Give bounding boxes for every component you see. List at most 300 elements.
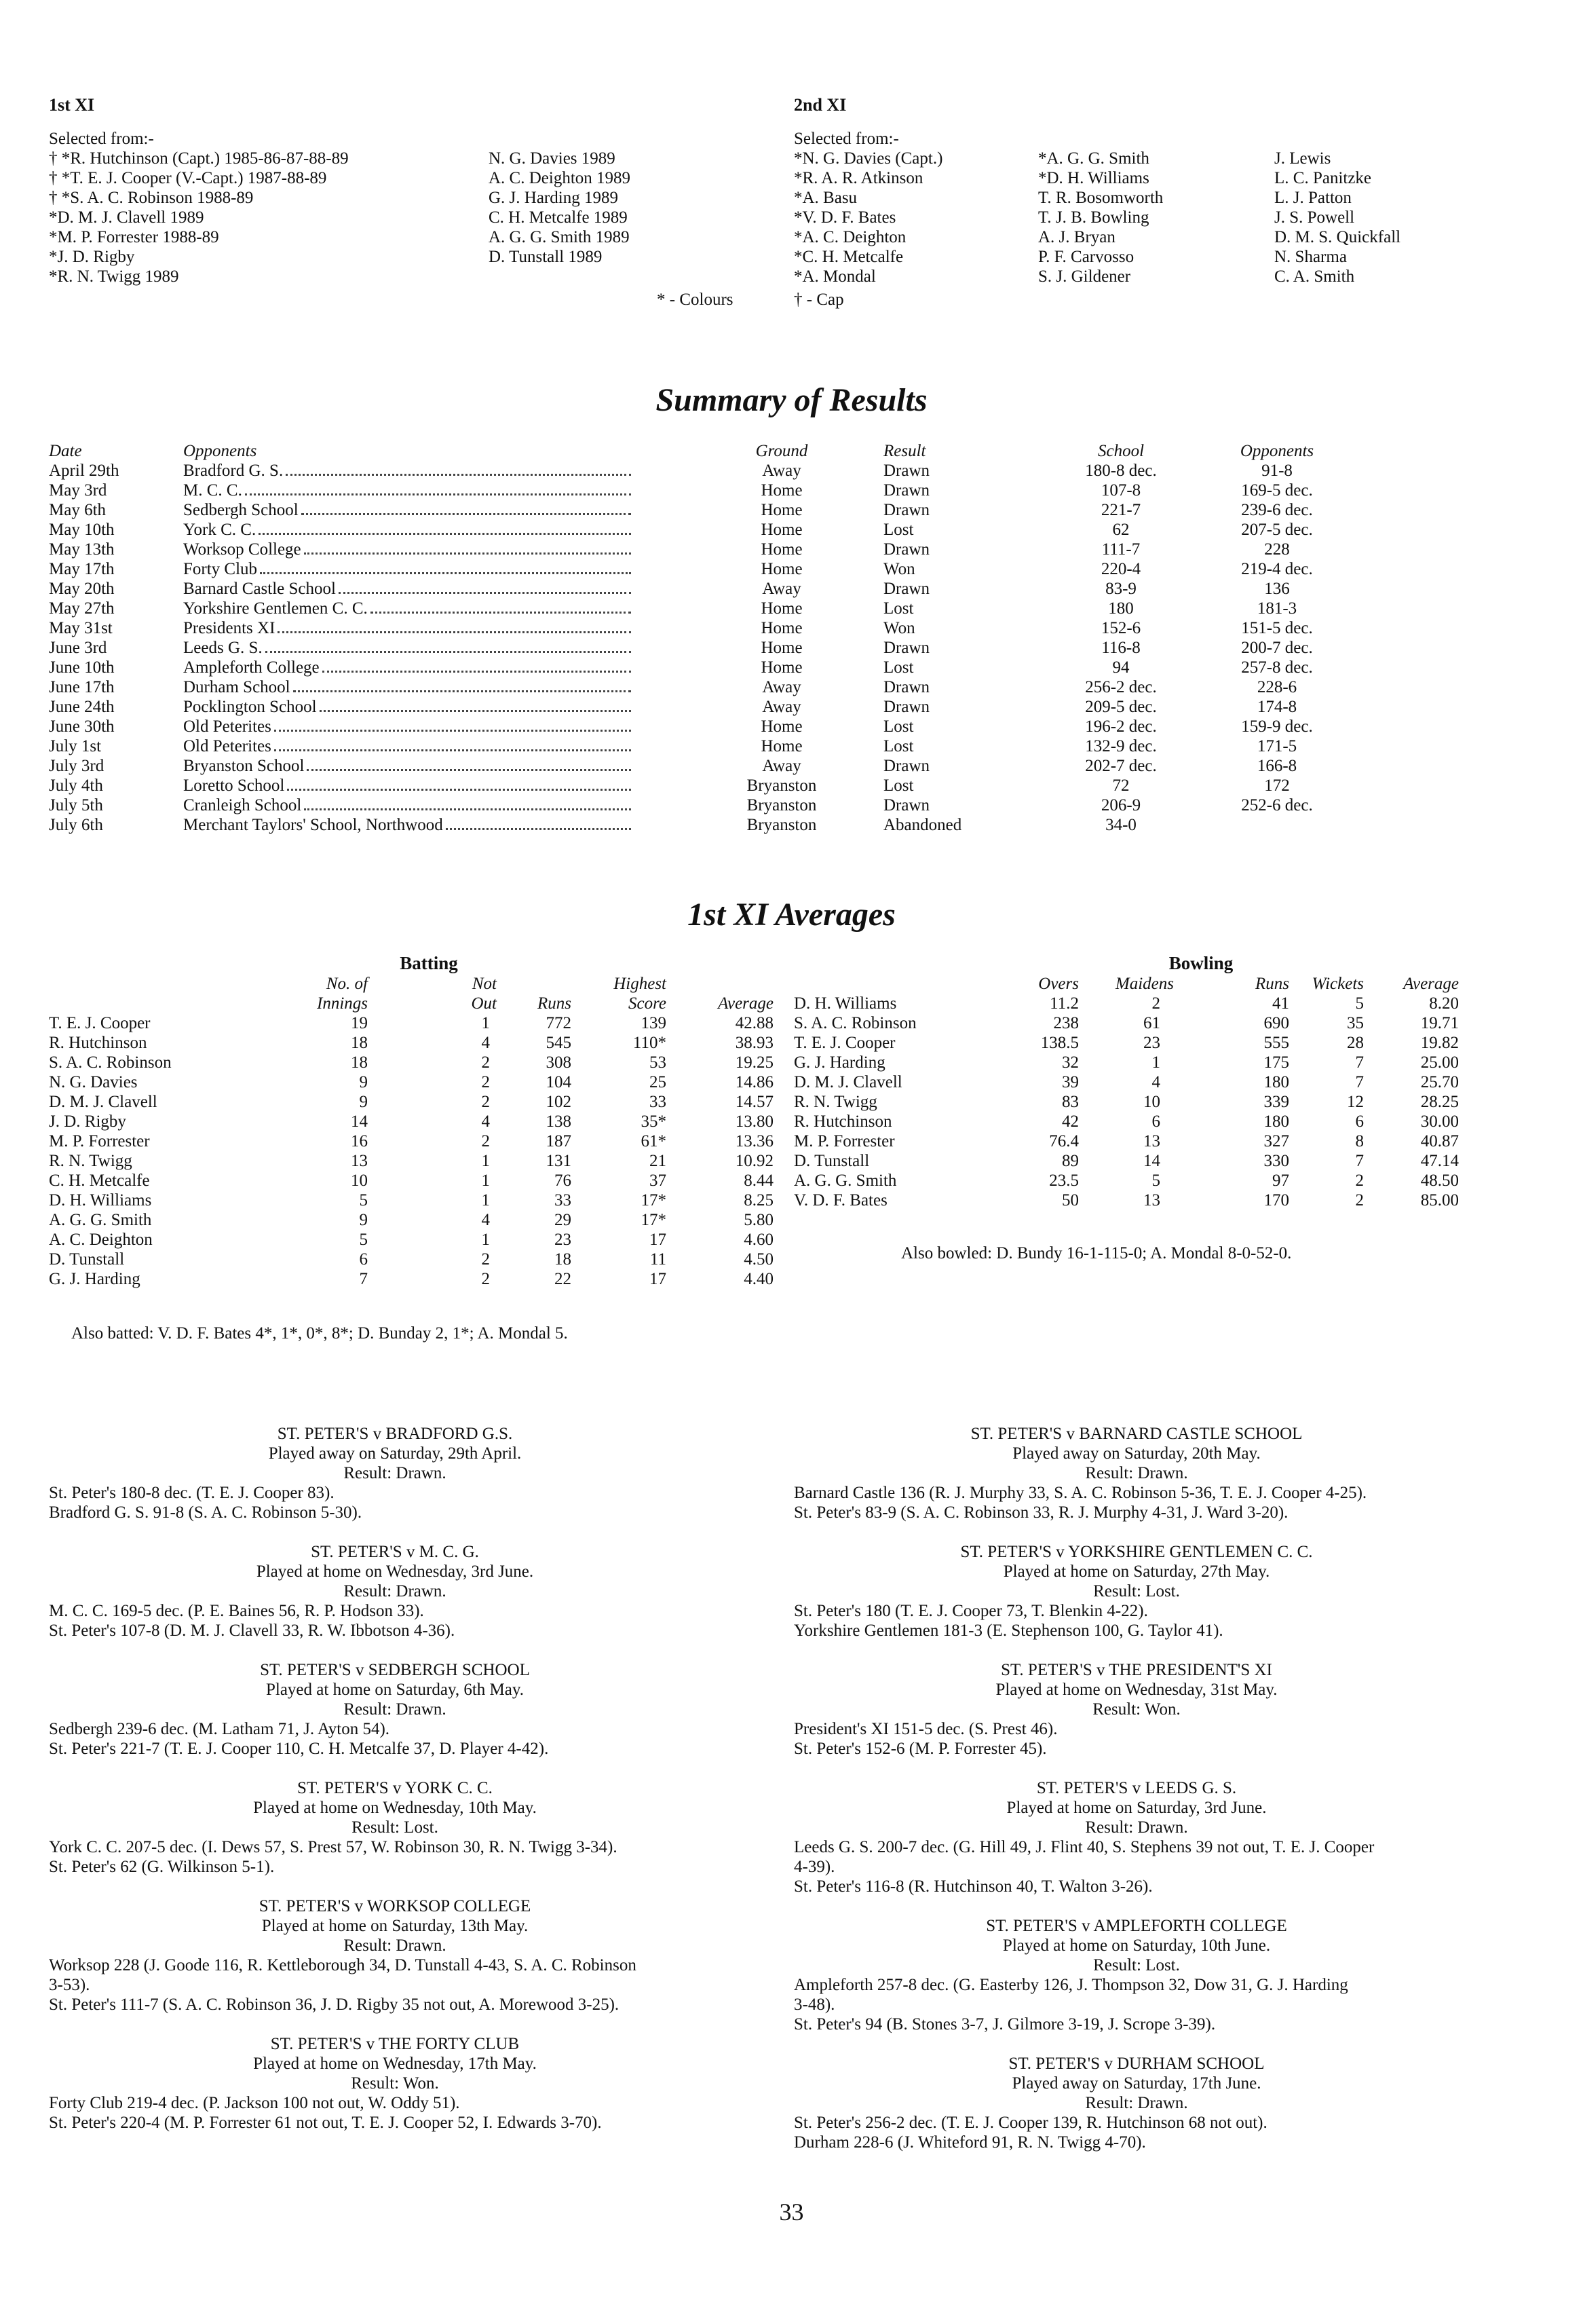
summary-opponent: Presidents XI xyxy=(183,619,275,637)
bowling-table xyxy=(794,954,1459,1210)
match-score-line: Bradford G. S. 91-8 (S. A. C. Robinson 5-30). xyxy=(49,1503,362,1522)
match-score-line: Worksop 228 (J. Goode 116, R. Kettleborough 34, D. Tunstall 4-43, S. A. C. Robinson xyxy=(49,1956,636,1974)
summary-school-score: 152-6 xyxy=(1101,619,1141,637)
selection-name: G. J. Harding 1989 xyxy=(489,189,618,207)
dot-leader xyxy=(307,756,631,771)
bowling-average: 47.14 xyxy=(1420,1152,1459,1170)
batting-runs: 22 xyxy=(554,1270,571,1288)
selection-name: C. A. Smith xyxy=(1274,267,1355,286)
match-score-line: St. Peter's 256-2 dec. (T. E. J. Cooper 139, R. Hutchinson 68 not out). xyxy=(794,2114,1267,2132)
bowling-overs: 32 xyxy=(1062,1053,1079,1072)
summary-ground: Away xyxy=(762,757,801,775)
summary-date: May 20th xyxy=(49,580,115,598)
bowling-name: A. G. G. Smith xyxy=(794,1172,897,1190)
batting-name: S. A. C. Robinson xyxy=(49,1053,172,1072)
bowling-runs: 339 xyxy=(1263,1093,1289,1111)
bowling-runs: 180 xyxy=(1263,1112,1289,1131)
match-score-line: St. Peter's 111-7 (S. A. C. Robinson 36, J. D. Rigby 35 not out, A. Morewood 3-25). xyxy=(49,1995,619,2014)
match-score-line: Leeds G. S. 200-7 dec. (G. Hill 49, J. Flint 40, S. Stephens 39 not out, T. E. J. Cooper xyxy=(794,1838,1375,1856)
bowling-overs: 11.2 xyxy=(1050,994,1079,1013)
summary-school-score: 132-9 dec. xyxy=(1085,737,1157,755)
summary-result: Lost xyxy=(883,776,914,795)
summary-date: May 31st xyxy=(49,619,113,637)
summary-opponent-score: 151-5 dec. xyxy=(1241,619,1313,637)
batting-not-out: 2 xyxy=(481,1250,490,1269)
dot-leader xyxy=(245,481,631,495)
bowling-overs: 238 xyxy=(1053,1014,1079,1032)
batting-name: D. H. Williams xyxy=(49,1191,152,1210)
batting-name: A. C. Deighton xyxy=(49,1231,153,1249)
summary-school-score: 34-0 xyxy=(1105,816,1137,834)
second-xi-heading: 2nd XI xyxy=(794,95,847,115)
summary-header-ground: Ground xyxy=(755,442,808,460)
summary-opponent: Worksop College xyxy=(183,540,301,559)
summary-ground: Home xyxy=(761,501,803,519)
batting-highest: 17* xyxy=(641,1211,666,1229)
selection-name: S. J. Gildener xyxy=(1038,267,1131,286)
summary-date: July 3rd xyxy=(49,757,104,775)
selection-name: T. R. Bosomworth xyxy=(1038,189,1164,207)
bowling-maidens: 4 xyxy=(1151,1073,1160,1091)
summary-row xyxy=(49,677,1447,697)
selection-name: † *T. E. J. Cooper (V.-Capt.) 1987-88-89 xyxy=(49,169,327,187)
match-score-line: Yorkshire Gentlemen 181-3 (E. Stephenson 100, G. Taylor 41). xyxy=(794,1622,1223,1640)
summary-opponent-score: 171-5 xyxy=(1257,737,1297,755)
match-played: Played at home on Wednesday, 10th May. xyxy=(253,1799,537,1817)
summary-ground: Away xyxy=(762,698,801,716)
batting-name: C. H. Metcalfe xyxy=(49,1172,150,1190)
summary-result: Lost xyxy=(883,599,914,618)
summary-opponent: Old Peterites xyxy=(183,717,271,736)
match-title: ST. PETER'S v AMPLEFORTH COLLEGE xyxy=(986,1917,1287,1935)
summary-result: Drawn xyxy=(883,462,930,480)
bowling-average: 28.25 xyxy=(1420,1093,1459,1111)
bowling-average: 40.87 xyxy=(1420,1132,1459,1150)
summary-row xyxy=(49,520,1447,540)
summary-opponent-score: 228 xyxy=(1264,540,1290,559)
match-played: Played away on Saturday, 17th June. xyxy=(1012,2074,1261,2093)
batting-average: 10.92 xyxy=(735,1152,774,1170)
summary-title: Summary of Results xyxy=(655,382,928,418)
first-xi-col2 xyxy=(489,149,630,267)
summary-result: Won xyxy=(883,619,915,637)
bowling-wickets: 7 xyxy=(1355,1053,1364,1072)
summary-opponent-score: 239-6 dec. xyxy=(1241,501,1313,519)
batting-average: 14.86 xyxy=(735,1073,774,1091)
batting-innings: 5 xyxy=(359,1191,368,1210)
batting-also: Also batted: V. D. F. Bates 4*, 1*, 0*, 8*; D. Bunday 2, 1*; A. Mondal 5. xyxy=(71,1324,568,1343)
match-report xyxy=(794,1424,1479,1522)
summary-ground: Home xyxy=(761,521,803,539)
batting-average: 42.88 xyxy=(735,1014,774,1032)
batting-runs: 76 xyxy=(554,1172,571,1190)
batting-runs: 23 xyxy=(554,1231,571,1249)
match-result: Result: Drawn. xyxy=(1085,2094,1188,2112)
selection-name: *V. D. F. Bates xyxy=(794,208,896,227)
bowling-name: D. H. Williams xyxy=(794,994,897,1013)
summary-opponent: Sedbergh School xyxy=(183,501,299,519)
summary-opponent-cell xyxy=(183,697,631,717)
dot-leader xyxy=(286,461,631,476)
batting-runs: 33 xyxy=(554,1191,571,1210)
selection-name: *M. P. Forrester 1988-89 xyxy=(49,228,219,246)
match-report xyxy=(794,2054,1479,2152)
match-score-line: President's XI 151-5 dec. (S. Prest 46). xyxy=(794,1720,1058,1738)
summary-ground: Away xyxy=(762,462,801,480)
dot-leader xyxy=(287,776,631,791)
batting-innings: 18 xyxy=(351,1034,368,1052)
selection-name: J. Lewis xyxy=(1274,149,1331,168)
summary-result: Drawn xyxy=(883,796,930,814)
selection-name: *R. N. Twigg 1989 xyxy=(49,267,179,286)
batting-row xyxy=(49,1112,774,1131)
dot-leader xyxy=(322,658,631,673)
summary-ground: Home xyxy=(761,599,803,618)
summary-opponent-cell xyxy=(183,638,631,658)
bowling-header-overs: Overs xyxy=(1038,975,1079,993)
dot-leader xyxy=(259,520,631,535)
summary-date: July 6th xyxy=(49,816,103,834)
summary-school-score: 206-9 xyxy=(1101,796,1141,814)
bowling-maidens: 14 xyxy=(1143,1152,1160,1170)
bowling-overs: 76.4 xyxy=(1049,1132,1079,1150)
batting-header-average: Average xyxy=(718,994,774,1013)
bowling-name: M. P. Forrester xyxy=(794,1132,895,1150)
bowling-row xyxy=(794,1151,1459,1171)
summary-date: June 24th xyxy=(49,698,115,716)
bowling-overs: 23.5 xyxy=(1049,1172,1079,1190)
batting-average: 4.40 xyxy=(744,1270,774,1288)
match-report xyxy=(794,1660,1479,1759)
summary-opponent-score: 172 xyxy=(1264,776,1290,795)
summary-opponent: Ampleforth College xyxy=(183,658,320,677)
summary-opponent-cell xyxy=(183,795,631,815)
summary-result: Drawn xyxy=(883,639,930,657)
summary-header-opponents: Opponents xyxy=(183,442,257,460)
summary-date: June 17th xyxy=(49,678,115,696)
bowling-heading: Bowling xyxy=(1168,953,1234,973)
selection-name: † *R. Hutchinson (Capt.) 1985-86-87-88-89 xyxy=(49,149,349,168)
batting-innings: 16 xyxy=(351,1132,368,1150)
match-played: Played at home on Saturday, 10th June. xyxy=(1002,1936,1271,1955)
selection-name: J. S. Powell xyxy=(1274,208,1355,227)
summary-result: Lost xyxy=(883,717,914,736)
summary-row xyxy=(49,756,1447,776)
bowling-average: 8.20 xyxy=(1429,994,1459,1013)
bowling-average: 25.00 xyxy=(1420,1053,1459,1072)
first-xi-heading: 1st XI xyxy=(49,95,95,115)
match-played: Played at home on Wednesday, 17th May. xyxy=(253,2055,537,2073)
match-title: ST. PETER'S v YORK C. C. xyxy=(297,1779,493,1797)
batting-highest: 17* xyxy=(641,1191,666,1210)
bowling-overs: 50 xyxy=(1062,1191,1079,1210)
dot-leader xyxy=(260,559,631,574)
match-score-line: 3-48). xyxy=(794,1995,835,2014)
batting-name: A. G. G. Smith xyxy=(49,1211,152,1229)
match-result: Result: Won. xyxy=(1092,1700,1181,1719)
bowling-maidens: 13 xyxy=(1143,1132,1160,1150)
matches-left-column xyxy=(49,1424,741,2152)
summary-ground: Bryanston xyxy=(746,776,817,795)
match-score-line: St. Peter's 220-4 (M. P. Forrester 61 not out, T. E. J. Cooper 52, I. Edwards 3-70). xyxy=(49,2114,602,2132)
summary-row xyxy=(49,481,1447,500)
batting-row xyxy=(49,1053,774,1072)
batting-runs: 772 xyxy=(546,1014,571,1032)
batting-innings: 9 xyxy=(359,1211,368,1229)
summary-date: May 13th xyxy=(49,540,115,559)
summary-date: June 30th xyxy=(49,717,115,736)
batting-average: 13.80 xyxy=(735,1112,774,1131)
bowling-row xyxy=(794,994,1459,1013)
batting-row xyxy=(49,1210,774,1230)
batting-runs: 102 xyxy=(546,1093,571,1111)
match-played: Played at home on Saturday, 6th May. xyxy=(265,1681,525,1699)
dot-leader xyxy=(274,717,631,732)
selection-name: † *S. A. C. Robinson 1988-89 xyxy=(49,189,254,207)
match-report xyxy=(49,2034,741,2133)
batting-average: 4.50 xyxy=(744,1250,774,1269)
batting-average: 8.44 xyxy=(744,1172,774,1190)
page-number: 33 xyxy=(779,2198,804,2226)
bowling-maidens: 61 xyxy=(1143,1014,1160,1032)
batting-row xyxy=(49,1171,774,1191)
batting-average: 19.25 xyxy=(735,1053,774,1072)
bowling-header-maidens: Maidens xyxy=(1115,975,1174,993)
summary-rows xyxy=(49,461,1447,835)
summary-opponent: Forty Club xyxy=(183,560,258,578)
selection-name: *D. H. Williams xyxy=(1038,169,1149,187)
bowling-average: 19.82 xyxy=(1420,1034,1459,1052)
match-score-line: St. Peter's 83-9 (S. A. C. Robinson 33, R. J. Murphy 4-31, J. Ward 3-20). xyxy=(794,1503,1289,1522)
averages-title: 1st XI Averages xyxy=(687,897,896,933)
summary-row xyxy=(49,599,1447,618)
summary-opponent: Durham School xyxy=(183,678,290,696)
summary-opponent-cell xyxy=(183,481,631,500)
batting-header-row xyxy=(49,974,774,1013)
bowling-maidens: 6 xyxy=(1151,1112,1160,1131)
bowling-average: 25.70 xyxy=(1420,1073,1459,1091)
bowling-runs: 97 xyxy=(1272,1172,1289,1190)
match-played: Played at home on Saturday, 3rd June. xyxy=(1006,1799,1267,1817)
bowling-average: 30.00 xyxy=(1420,1112,1459,1131)
bowling-overs: 39 xyxy=(1062,1073,1079,1091)
matches-right-column xyxy=(794,1424,1479,2172)
match-played: Played away on Saturday, 29th April. xyxy=(268,1444,522,1463)
bowling-overs: 83 xyxy=(1062,1093,1079,1111)
batting-not-out: 2 xyxy=(481,1270,490,1288)
selection-name: *A. Basu xyxy=(794,189,858,207)
bowling-wickets: 6 xyxy=(1355,1112,1364,1131)
summary-opponent-cell xyxy=(183,756,631,776)
bowling-wickets: 5 xyxy=(1355,994,1364,1013)
summary-opponent-score: 136 xyxy=(1264,580,1290,598)
second-xi-col2 xyxy=(1038,149,1163,286)
summary-ground: Home xyxy=(761,481,803,500)
summary-school-score: 83-9 xyxy=(1105,580,1137,598)
summary-result: Lost xyxy=(883,521,914,539)
summary-opponent-cell xyxy=(183,500,631,520)
match-score-line: M. C. C. 169-5 dec. (P. E. Baines 56, R. P. Hodson 33). xyxy=(49,1602,424,1620)
match-title: ST. PETER'S v LEEDS G. S. xyxy=(1036,1779,1237,1797)
selection-name: *D. M. J. Clavell 1989 xyxy=(49,208,204,227)
match-score-line: St. Peter's 107-8 (D. M. J. Clavell 33, R. W. Ibbotson 4-36). xyxy=(49,1622,455,1640)
match-score-line: Forty Club 219-4 dec. (P. Jackson 100 not out, W. Oddy 51). xyxy=(49,2094,460,2112)
match-score-line: St. Peter's 94 (B. Stones 3-7, J. Gilmore 3-19, J. Scrope 3-39). xyxy=(794,2015,1216,2034)
dot-leader xyxy=(320,697,631,712)
match-title: ST. PETER'S v DURHAM SCHOOL xyxy=(1008,2055,1265,2073)
summary-result: Abandoned xyxy=(883,816,962,834)
summary-opponent-score: 166-8 xyxy=(1257,757,1297,775)
selection-name: N. Sharma xyxy=(1274,248,1347,266)
bowling-name: V. D. F. Bates xyxy=(794,1191,888,1210)
batting-name: D. Tunstall xyxy=(49,1250,125,1269)
summary-opponent: M. C. C. xyxy=(183,481,242,500)
selection-name: *A. G. G. Smith xyxy=(1038,149,1149,168)
bowling-runs: 330 xyxy=(1263,1152,1289,1170)
match-report xyxy=(49,1778,741,1877)
second-xi-selected-from: Selected from:- xyxy=(794,130,899,148)
bowling-runs: 327 xyxy=(1263,1132,1289,1150)
selection-name: *A. C. Deighton xyxy=(794,228,907,246)
summary-opponent-cell xyxy=(183,540,631,559)
summary-date: June 10th xyxy=(49,658,115,677)
dot-leader xyxy=(370,599,631,614)
batting-highest: 35* xyxy=(641,1112,666,1131)
match-title: ST. PETER'S v THE FORTY CLUB xyxy=(270,2035,520,2053)
selection-name: A. C. Deighton 1989 xyxy=(489,169,631,187)
batting-not-out: 2 xyxy=(481,1093,490,1111)
batting-rows xyxy=(49,1013,774,1289)
batting-highest: 11 xyxy=(649,1250,666,1269)
match-result: Result: Drawn. xyxy=(1085,1818,1188,1837)
bowling-runs: 690 xyxy=(1263,1014,1289,1032)
summary-opponent-score: 219-4 dec. xyxy=(1241,560,1313,578)
match-score-line: St. Peter's 62 (G. Wilkinson 5-1). xyxy=(49,1858,275,1876)
summary-table xyxy=(49,441,1447,835)
summary-opponent: Bryanston School xyxy=(183,757,305,775)
batting-not-out: 2 xyxy=(481,1132,490,1150)
summary-row xyxy=(49,638,1447,658)
batting-header-innings-1: No. of xyxy=(326,975,368,993)
summary-school-score: 180 xyxy=(1108,599,1134,618)
batting-average: 8.25 xyxy=(744,1191,774,1210)
match-title: ST. PETER'S v WORKSOP COLLEGE xyxy=(259,1897,531,1915)
selection-name: L. J. Patton xyxy=(1274,189,1352,207)
batting-not-out: 1 xyxy=(481,1152,490,1170)
bowling-maidens: 5 xyxy=(1151,1172,1160,1190)
summary-row xyxy=(49,795,1447,815)
match-result: Result: Lost. xyxy=(1093,1956,1180,1974)
batting-row xyxy=(49,1230,774,1250)
match-score-line: St. Peter's 116-8 (R. Hutchinson 40, T. Walton 3-26). xyxy=(794,1877,1153,1896)
bowling-wickets: 12 xyxy=(1347,1093,1364,1111)
bowling-wickets: 8 xyxy=(1355,1132,1364,1150)
summary-opponent-cell xyxy=(183,618,631,638)
summary-header-result: Result xyxy=(883,442,926,460)
summary-result: Lost xyxy=(883,658,914,677)
summary-result: Drawn xyxy=(883,580,930,598)
match-result: Result: Drawn. xyxy=(1085,1464,1188,1482)
summary-result: Drawn xyxy=(883,540,930,559)
summary-ground: Bryanston xyxy=(746,816,817,834)
batting-name: M. P. Forrester xyxy=(49,1132,150,1150)
summary-opponent: Merchant Taylors' School, Northwood xyxy=(183,816,443,834)
batting-not-out: 1 xyxy=(481,1231,490,1249)
batting-not-out: 1 xyxy=(481,1014,490,1032)
match-report xyxy=(49,1424,741,1522)
bowling-row xyxy=(794,1072,1459,1092)
batting-row xyxy=(49,1131,774,1151)
match-score-line: Durham 228-6 (J. Whiteford 91, R. N. Twigg 4-70). xyxy=(794,2133,1146,2152)
bowling-row xyxy=(794,1053,1459,1072)
summary-school-score: 180-8 dec. xyxy=(1085,462,1157,480)
match-score-line: York C. C. 207-5 dec. (I. Dews 57, S. Prest 57, W. Robinson 30, R. N. Twigg 3-34). xyxy=(49,1838,617,1856)
bowling-wickets: 28 xyxy=(1347,1034,1364,1052)
selection-name: A. J. Bryan xyxy=(1038,228,1115,246)
dot-leader xyxy=(304,540,631,555)
summary-header-row xyxy=(49,441,1447,461)
bowling-row xyxy=(794,1033,1459,1053)
summary-header-opponents-score: Opponents xyxy=(1240,442,1314,460)
summary-opponent-score: 257-8 dec. xyxy=(1241,658,1313,677)
dot-leader xyxy=(278,618,631,633)
batting-header-highest-1: Highest xyxy=(613,975,666,993)
match-score-line: St. Peter's 180-8 dec. (T. E. J. Cooper 83). xyxy=(49,1484,335,1502)
batting-row xyxy=(49,1072,774,1092)
bowling-average: 19.71 xyxy=(1420,1014,1459,1032)
selection-name: A. G. G. Smith 1989 xyxy=(489,228,630,246)
bowling-average: 48.50 xyxy=(1420,1172,1459,1190)
summary-opponent-score: 159-9 dec. xyxy=(1241,717,1313,736)
summary-opponent-cell xyxy=(183,677,631,697)
batting-innings: 18 xyxy=(351,1053,368,1072)
batting-header-notout-1: Not xyxy=(472,975,497,993)
summary-ground: Home xyxy=(761,619,803,637)
match-title: ST. PETER'S v SEDBERGH SCHOOL xyxy=(260,1661,530,1679)
bowling-name: R. Hutchinson xyxy=(794,1112,892,1131)
batting-average: 14.57 xyxy=(735,1093,774,1111)
summary-ground: Home xyxy=(761,560,803,578)
bowling-also: Also bowled: D. Bundy 16-1-115-0; A. Mondal 8-0-52-0. xyxy=(901,1244,1292,1262)
dot-leader xyxy=(274,736,631,751)
match-report xyxy=(49,1660,741,1759)
bowling-runs: 170 xyxy=(1263,1191,1289,1210)
batting-name: J. D. Rigby xyxy=(49,1112,126,1131)
bowling-header-average: Average xyxy=(1403,975,1459,993)
batting-innings: 13 xyxy=(351,1152,368,1170)
second-xi-col3 xyxy=(1274,149,1400,286)
bowling-overs: 42 xyxy=(1062,1112,1079,1131)
match-played: Played at home on Saturday, 13th May. xyxy=(261,1917,529,1935)
batting-runs: 18 xyxy=(554,1250,571,1269)
summary-date: July 5th xyxy=(49,796,103,814)
selection-name: T. J. B. Bowling xyxy=(1038,208,1149,227)
batting-not-out: 1 xyxy=(481,1191,490,1210)
match-result: Result: Drawn. xyxy=(343,1936,446,1955)
batting-highest: 17 xyxy=(649,1231,666,1249)
summary-school-score: 94 xyxy=(1112,658,1130,677)
bowling-wickets: 7 xyxy=(1355,1073,1364,1091)
bowling-row xyxy=(794,1191,1459,1210)
match-report xyxy=(49,1542,741,1641)
bowling-maidens: 23 xyxy=(1143,1034,1160,1052)
batting-runs: 545 xyxy=(546,1034,571,1052)
summary-result: Drawn xyxy=(883,481,930,500)
match-score-line: Ampleforth 257-8 dec. (G. Easterby 126, J. Thompson 32, Dow 31, G. J. Harding xyxy=(794,1976,1348,1994)
batting-average: 5.80 xyxy=(744,1211,774,1229)
first-xi-col1 xyxy=(49,149,349,286)
match-report xyxy=(794,1778,1479,1896)
